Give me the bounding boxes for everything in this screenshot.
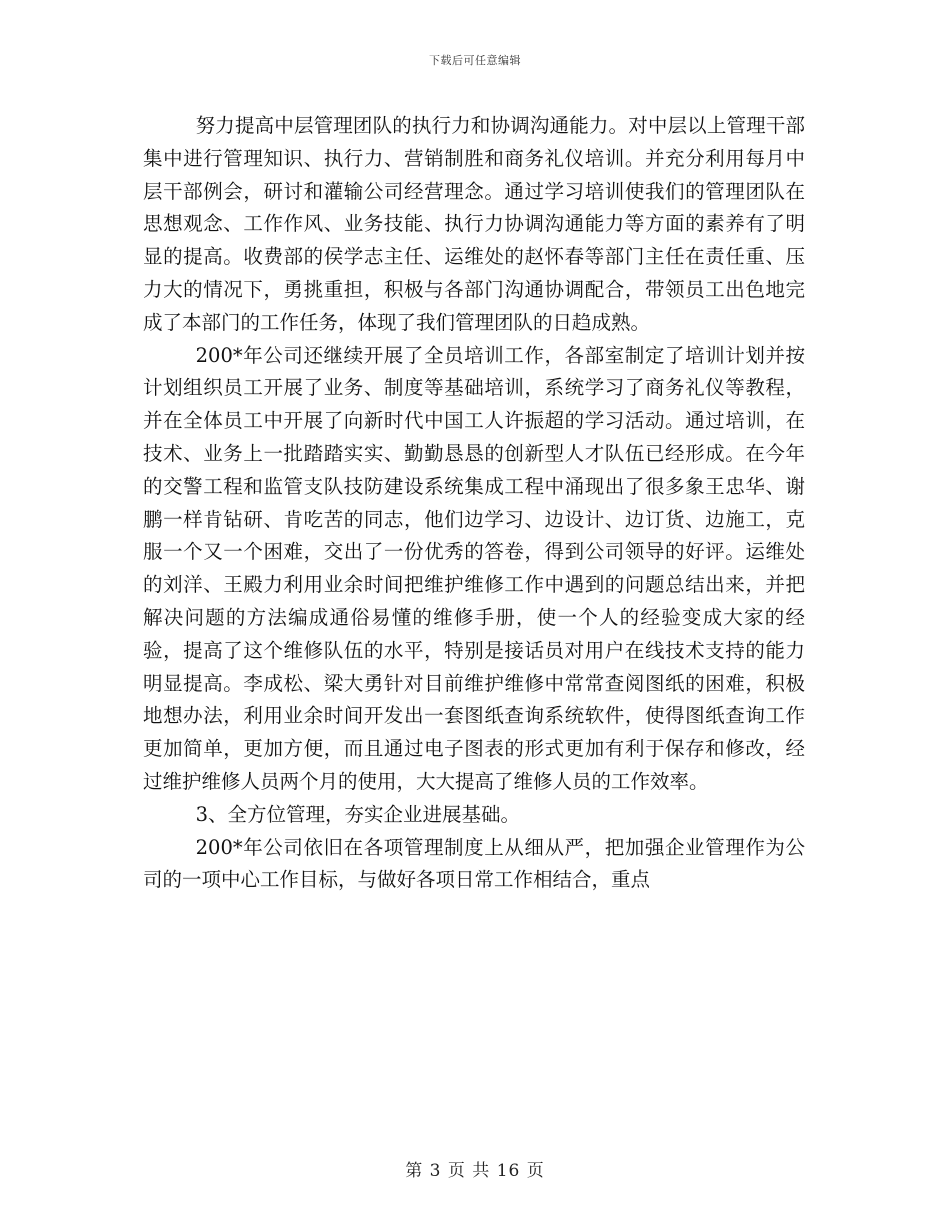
document-body	[143, 110, 805, 897]
page-header-note: 下载后可任意编辑	[429, 54, 521, 67]
section-heading-management: 3、全方位管理，夯实企业进展基础。	[195, 802, 521, 826]
paragraph-management-team: 努力提高中层管理团队的执行力和协调沟通能力。对中层以上管理干部集中进行管理知识、执行力、营销制胜和商务礼仪培训。并充分利用每月中层干部例会，研讨和灌输公司经营理念。通过学习培训使我们的管理团队在思想观念、工作作风、业务技能、执行力协调沟通能力等方面的素养有了明显的提高。收费部的侯学志主任、运维处的赵怀春等部门主任在责任重、压力大的情况下，勇挑重担，积极与各部门沟通协调配合，带领员工出色地完成了本部门的工作任务，体现了我们管理团队的日趋成熟。	[143, 114, 805, 334]
paragraph-management-system: 200*年公司依旧在各项管理制度上从细从严，把加强企业管理作为公司的一项中心工作目标，与做好各项日常工作相结合，重点	[143, 835, 805, 892]
page-number-footer: 第 3 页 共 16 页	[405, 1161, 545, 1181]
paragraph-staff-training: 200*年公司还继续开展了全员培训工作，各部室制定了培训计划并按计划组织员工开展了业务、制度等基础培训，系统学习了商务礼仪等教程，并在全体员工中开展了向新时代中国工人许振超的学习活动。通过培训，在技术、业务上一批踏踏实实、勤勤恳恳的创新型人才队伍已经形成。在今年的交警工程和监管支队技防建设系统集成工程中涌现出了很多象王忠华、谢鹏一样肯钻研、肯吃苦的同志，他们边学习、边设计、边订货、边施工，克服一个又一个困难，交出了一份优秀的答卷，得到公司领导的好评。运维处的刘洋、王殿力利用业余时间把维护维修工作中遇到的问题总结出来，并把解决问题的方法编成通俗易懂的维修手册，使一个人的经验变成大家的经验，提高了这个维修队伍的水平，特别是接话员对用户在线技术支持的能力明显提高。李成松、梁大勇针对目前维护维修中常常查阅图纸的困难，积极地想办法，利用业余时间开发出一套图纸查询系统软件，使得图纸查询工作更加简单，更加方便，而且通过电子图表的形式更加有利于保存和修改，经过维护维修人员两个月的使用，大大提高了维修人员的工作效率。	[143, 343, 805, 793]
